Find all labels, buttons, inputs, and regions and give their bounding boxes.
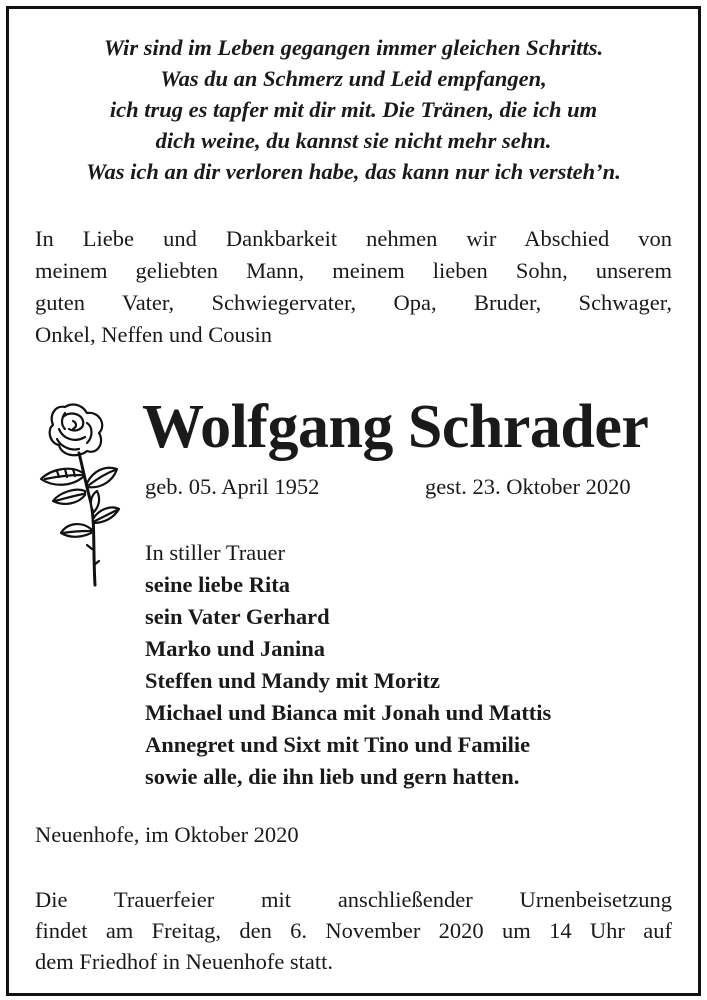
poem xyxy=(9,32,698,187)
death-date: gest. 23. Oktober 2020 xyxy=(425,474,631,499)
poem-line: Was ich an dir verloren habe, das kann nur ich versteh’n. xyxy=(86,159,621,184)
place-date: Neuenhofe, im Oktober 2020 xyxy=(35,822,299,847)
obituary-frame xyxy=(6,6,701,996)
rose-icon xyxy=(35,399,135,591)
poem-line: dich weine, du kannst sie nicht mehr sehn. xyxy=(155,128,552,153)
mourner-entry: Michael und Bianca mit Jonah und Mattis xyxy=(145,700,552,725)
farewell-line: In Liebe und Dankbarkeit nehmen wir Abschied von xyxy=(35,226,672,251)
deceased-name: Wolfgang Schrader xyxy=(142,393,649,461)
mourner-entry: seine liebe Rita xyxy=(145,572,290,597)
poem-line: Wir sind im Leben gegangen immer gleichen Schritts. xyxy=(103,35,604,60)
mourner-entry: sein Vater Gerhard xyxy=(145,604,330,629)
funeral-service-text xyxy=(35,884,672,977)
service-line: Die Trauerfeier mit anschließender Urnenbeisetzung xyxy=(35,887,672,912)
service-line: dem Friedhof in Neuenhofe statt. xyxy=(35,949,334,974)
poem-line: ich trug es tapfer mit dir mit. Die Tränen, die ich um xyxy=(109,97,598,122)
mourner-entry: Marko und Janina xyxy=(145,636,326,661)
mourner-entry: Annegret und Sixt mit Tino und Familie xyxy=(145,732,531,757)
farewell-line: guten Vater, Schwiegervater, Opa, Bruder, Schwager, xyxy=(35,290,672,315)
farewell-line: Onkel, Neffen und Cousin xyxy=(35,322,273,347)
mourners-heading: In stiller Trauer xyxy=(145,540,285,565)
mourner-entry: Steffen und Mandy mit Moritz xyxy=(145,668,440,693)
farewell-text xyxy=(35,223,672,351)
birth-date: geb. 05. April 1952 xyxy=(145,474,320,499)
mourner-entry: sowie alle, die ihn lieb und gern hatten. xyxy=(145,764,520,789)
poem-line: Was du an Schmerz und Leid empfangen, xyxy=(160,66,547,91)
service-line: findet am Freitag, den 6. November 2020 um 14 Uhr auf xyxy=(35,918,672,943)
farewell-line: meinem geliebten Mann, meinem lieben Sohn, unserem xyxy=(35,258,672,283)
mourners-list xyxy=(145,537,551,793)
